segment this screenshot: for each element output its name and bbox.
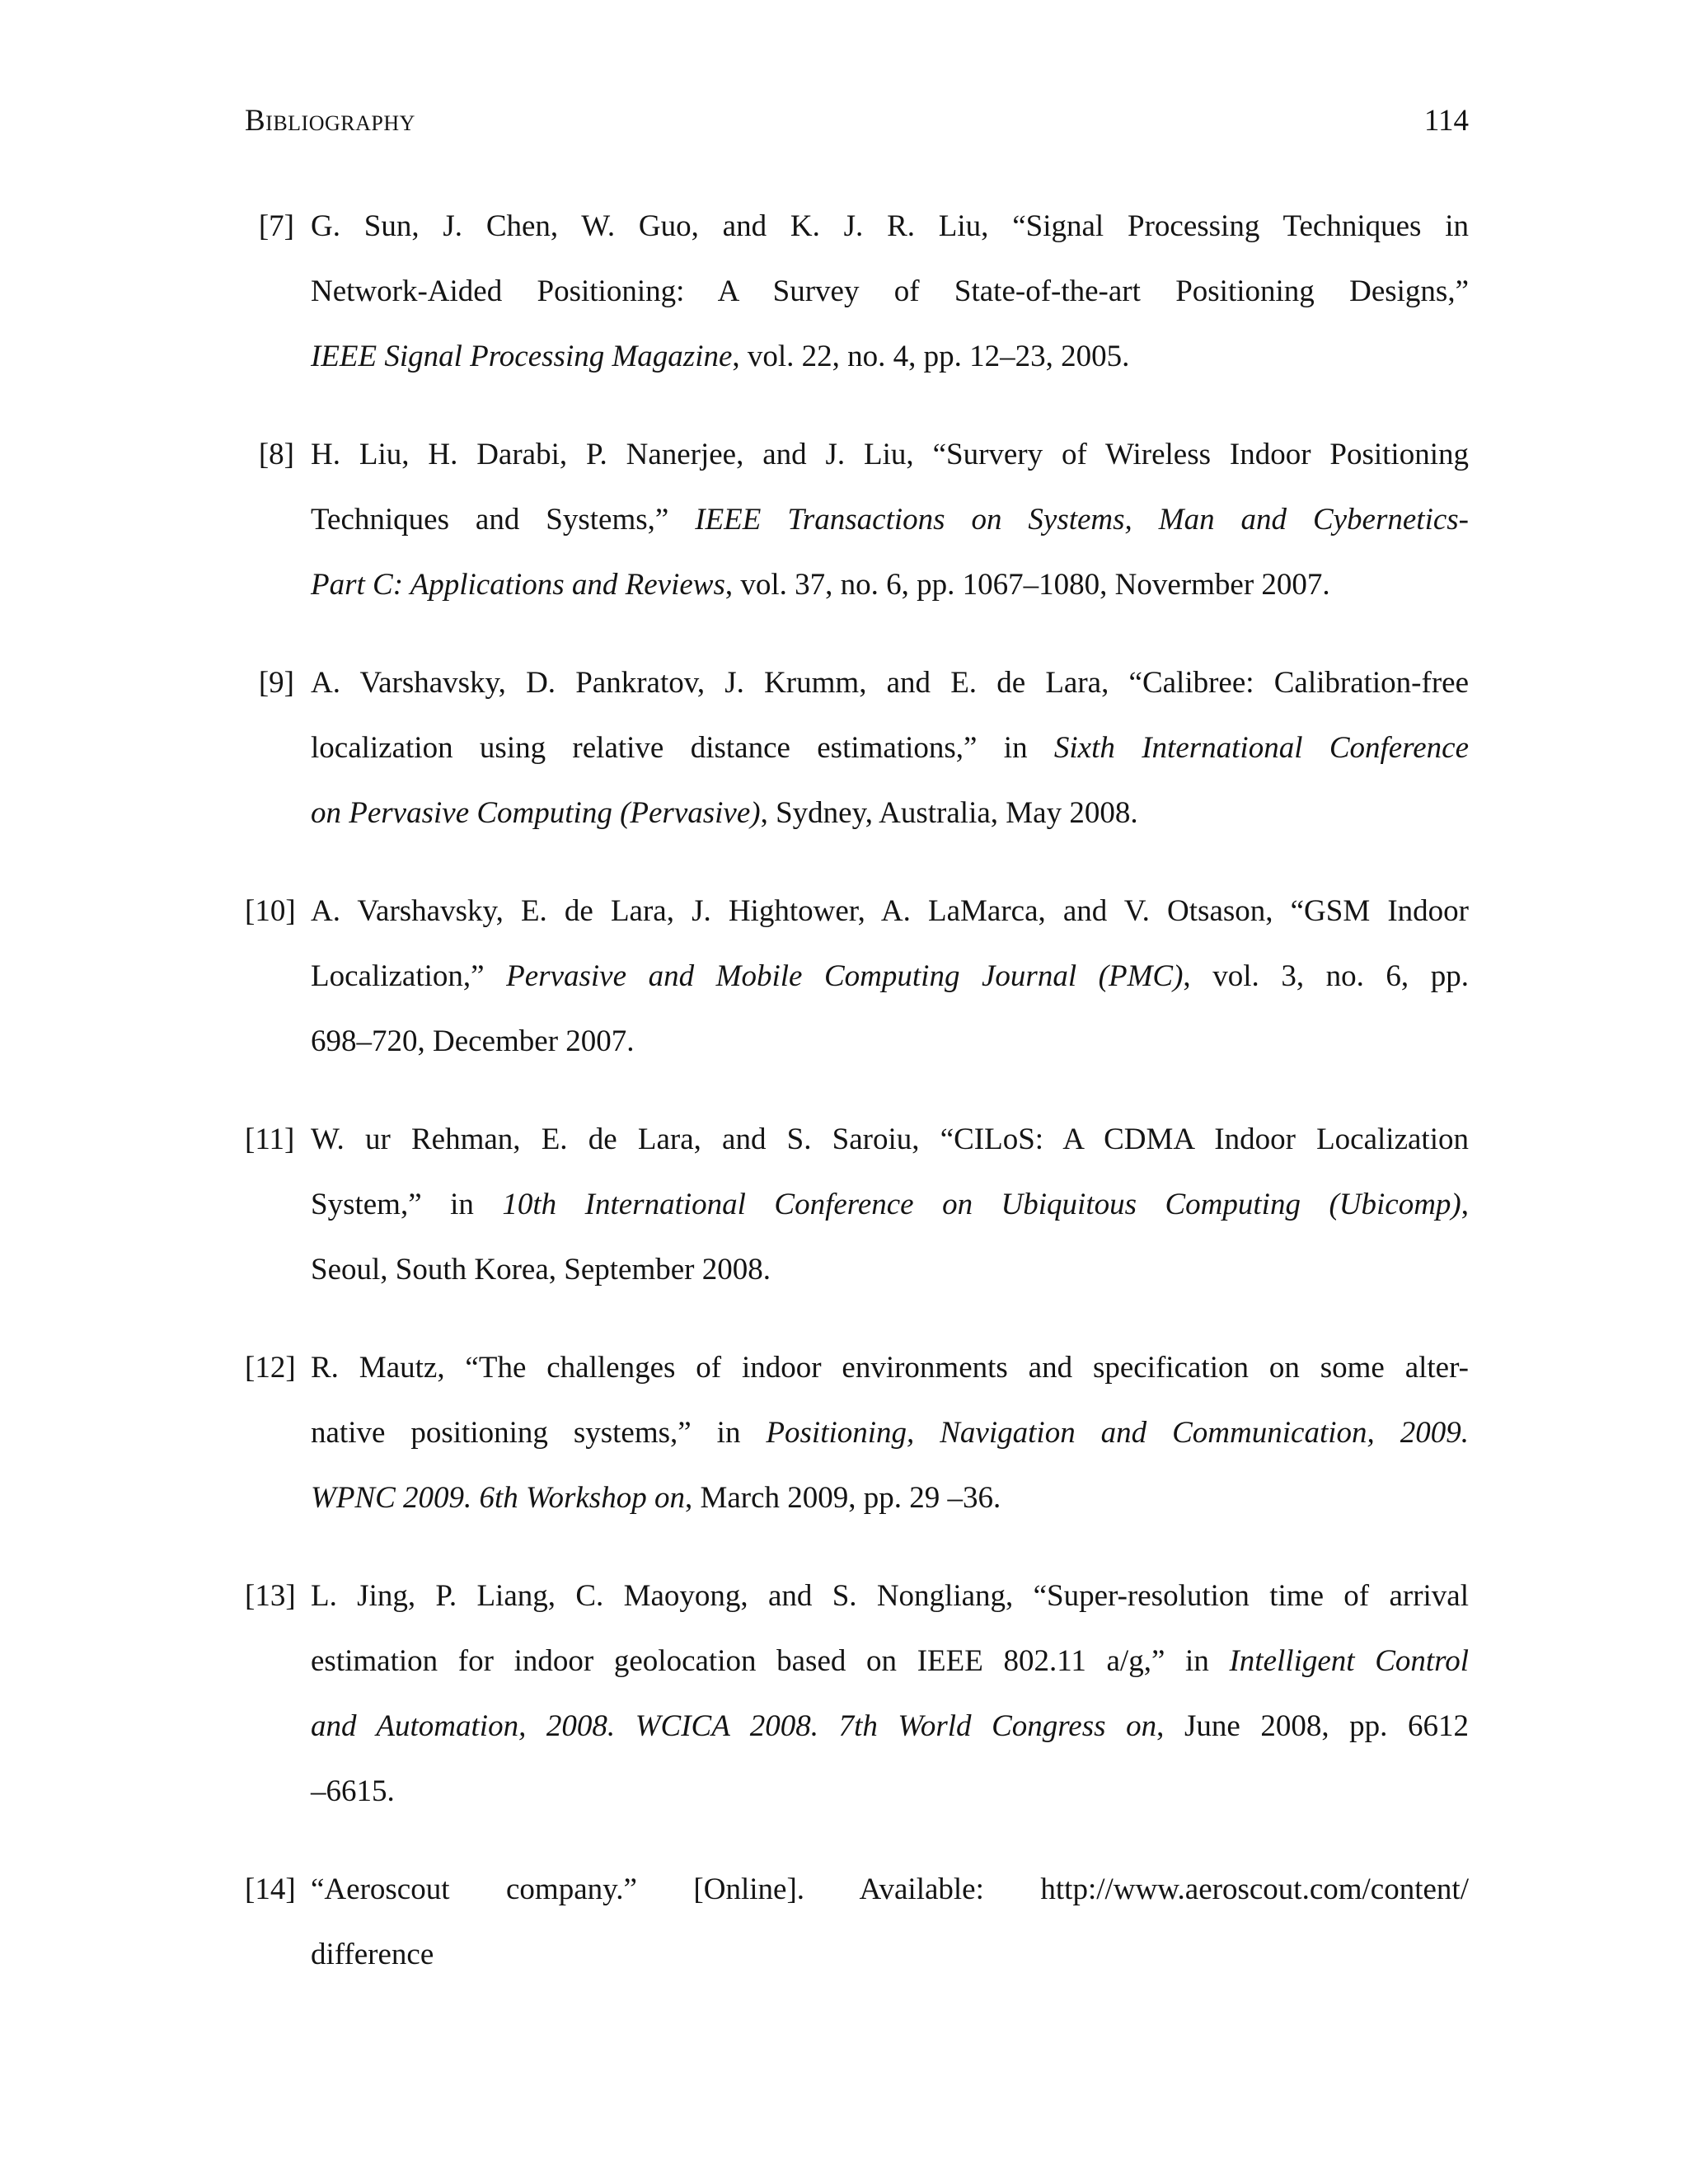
running-head [245, 101, 1469, 142]
reference-entry [245, 422, 1469, 617]
reference-line [311, 1465, 1469, 1530]
reference-line [311, 879, 1469, 944]
reference-text: A. Varshavsky, E. de Lara, J. Hightower, A. LaMarca, and V. Otsason, “GSM Indoor [311, 894, 1469, 928]
reference-line [311, 1107, 1469, 1172]
reference-label: [7] [258, 209, 294, 243]
reference-label: [14] [245, 1872, 296, 1906]
reference-italic-text: Part C: Applications and Reviews [311, 568, 725, 602]
reference-text: localization using relative distance estimations,” in [311, 731, 1054, 765]
reference-line [311, 1335, 1469, 1400]
reference-text: difference [311, 1938, 434, 1971]
reference-text: R. Mautz, “The challenges of indoor environments and specification on some alter- [311, 1351, 1469, 1385]
reference-text: W. ur Rehman, E. de Lara, and S. Saroiu, “CILoS: A CDMA Indoor Localization [311, 1122, 1469, 1156]
reference-italic-text: on Pervasive Computing (Pervasive) [311, 796, 761, 830]
reference-line [311, 1759, 1469, 1824]
reference-italic-text: IEEE Transactions on Systems, Man and Cybernetics- [695, 503, 1469, 537]
reference-text: “Aeroscout company.” [Online]. Available: http://www.aeroscout.com/content/ [311, 1872, 1469, 1906]
reference-label: [12] [245, 1351, 296, 1385]
reference-line [311, 650, 1469, 715]
reference-line [311, 1922, 1469, 1987]
reference-italic-text: IEEE Signal Processing Magazine [311, 340, 733, 373]
reference-entry [245, 1335, 1469, 1530]
reference-text: , Sydney, Australia, May 2008. [760, 796, 1138, 830]
reference-entry [245, 879, 1469, 1074]
reference-text: G. Sun, J. Chen, W. Guo, and K. J. R. Liu, “Signal Processing Techniques in [311, 209, 1469, 243]
reference-text: native positioning systems,” in [311, 1416, 767, 1450]
reference-line [311, 1694, 1469, 1759]
reference-line [311, 259, 1469, 324]
reference-line [311, 1629, 1469, 1694]
reference-text: Techniques and Systems,” [311, 503, 696, 537]
reference-italic-text: Positioning, Navigation and Communication, 2009. [766, 1416, 1469, 1450]
reference-line [311, 324, 1469, 389]
reference-text: , vol. 37, no. 6, pp. 1067–1080, Novermber 2007. [724, 568, 1330, 602]
reference-entry [245, 1857, 1469, 1987]
reference-label: [13] [245, 1579, 296, 1613]
reference-line [311, 1237, 1469, 1302]
reference-line [311, 194, 1469, 259]
reference-text: System,” in [311, 1188, 503, 1221]
reference-entry [245, 650, 1469, 846]
reference-line [311, 780, 1469, 846]
reference-italic-text: 10th International Conference on Ubiquitous Computing (Ubicomp) [502, 1188, 1461, 1221]
reference-text: , vol. 22, no. 4, pp. 12–23, 2005. [732, 340, 1130, 373]
reference-label: [8] [258, 438, 294, 471]
reference-italic-text: and Automation, 2008. WCICA 2008. 7th World Congress on [311, 1709, 1157, 1743]
reference-line [311, 1172, 1469, 1237]
reference-text: A. Varshavsky, D. Pankratov, J. Krumm, and E. de Lara, “Calibree: Calibration-free [311, 666, 1469, 700]
reference-text: , June 2008, pp. 6612 [1156, 1709, 1469, 1743]
reference-line [311, 422, 1469, 487]
reference-text: Localization,” [311, 959, 507, 993]
reference-italic-text: Pervasive and Mobile Computing Journal (PMC) [506, 959, 1184, 993]
bibliography-list [245, 194, 1469, 2020]
reference-line [311, 715, 1469, 780]
reference-italic-text: Sixth International Conference [1053, 731, 1469, 765]
reference-line [311, 944, 1469, 1009]
reference-text: L. Jing, P. Liang, C. Maoyong, and S. Nongliang, “Super-resolution time of arrival [311, 1579, 1469, 1613]
reference-text: , March 2009, pp. 29 –36. [684, 1481, 1001, 1515]
reference-italic-text: WPNC 2009. 6th Workshop on [311, 1481, 685, 1515]
reference-line [311, 1009, 1469, 1074]
reference-line [311, 1563, 1469, 1629]
reference-text: Seoul, South Korea, September 2008. [311, 1253, 771, 1286]
reference-line [311, 1400, 1469, 1465]
reference-italic-text: Intelligent Control [1229, 1644, 1469, 1678]
reference-text: estimation for indoor geolocation based on IEEE 802.11 a/g,” in [311, 1644, 1230, 1678]
reference-entry [245, 194, 1469, 389]
reference-text: –6615. [311, 1774, 395, 1808]
reference-text: , [1461, 1188, 1469, 1221]
reference-label: [9] [258, 666, 294, 700]
reference-label: [10] [245, 894, 296, 928]
reference-line [311, 1857, 1469, 1922]
reference-text: 698–720, December 2007. [311, 1024, 635, 1058]
reference-text: H. Liu, H. Darabi, P. Nanerjee, and J. Liu, “Survery of Wireless Indoor Positioning [311, 438, 1469, 471]
reference-entry [245, 1107, 1469, 1302]
running-head-title: Bibliography [245, 104, 415, 138]
reference-text: , vol. 3, no. 6, pp. [1183, 959, 1469, 993]
reference-entry [245, 1563, 1469, 1824]
reference-line [311, 487, 1469, 552]
reference-text: Network-Aided Positioning: A Survey of State-of-the-art Positioning Designs,” [311, 274, 1469, 308]
page-number: 114 [1423, 104, 1469, 138]
reference-label: [11] [245, 1122, 295, 1156]
reference-line [311, 552, 1469, 617]
